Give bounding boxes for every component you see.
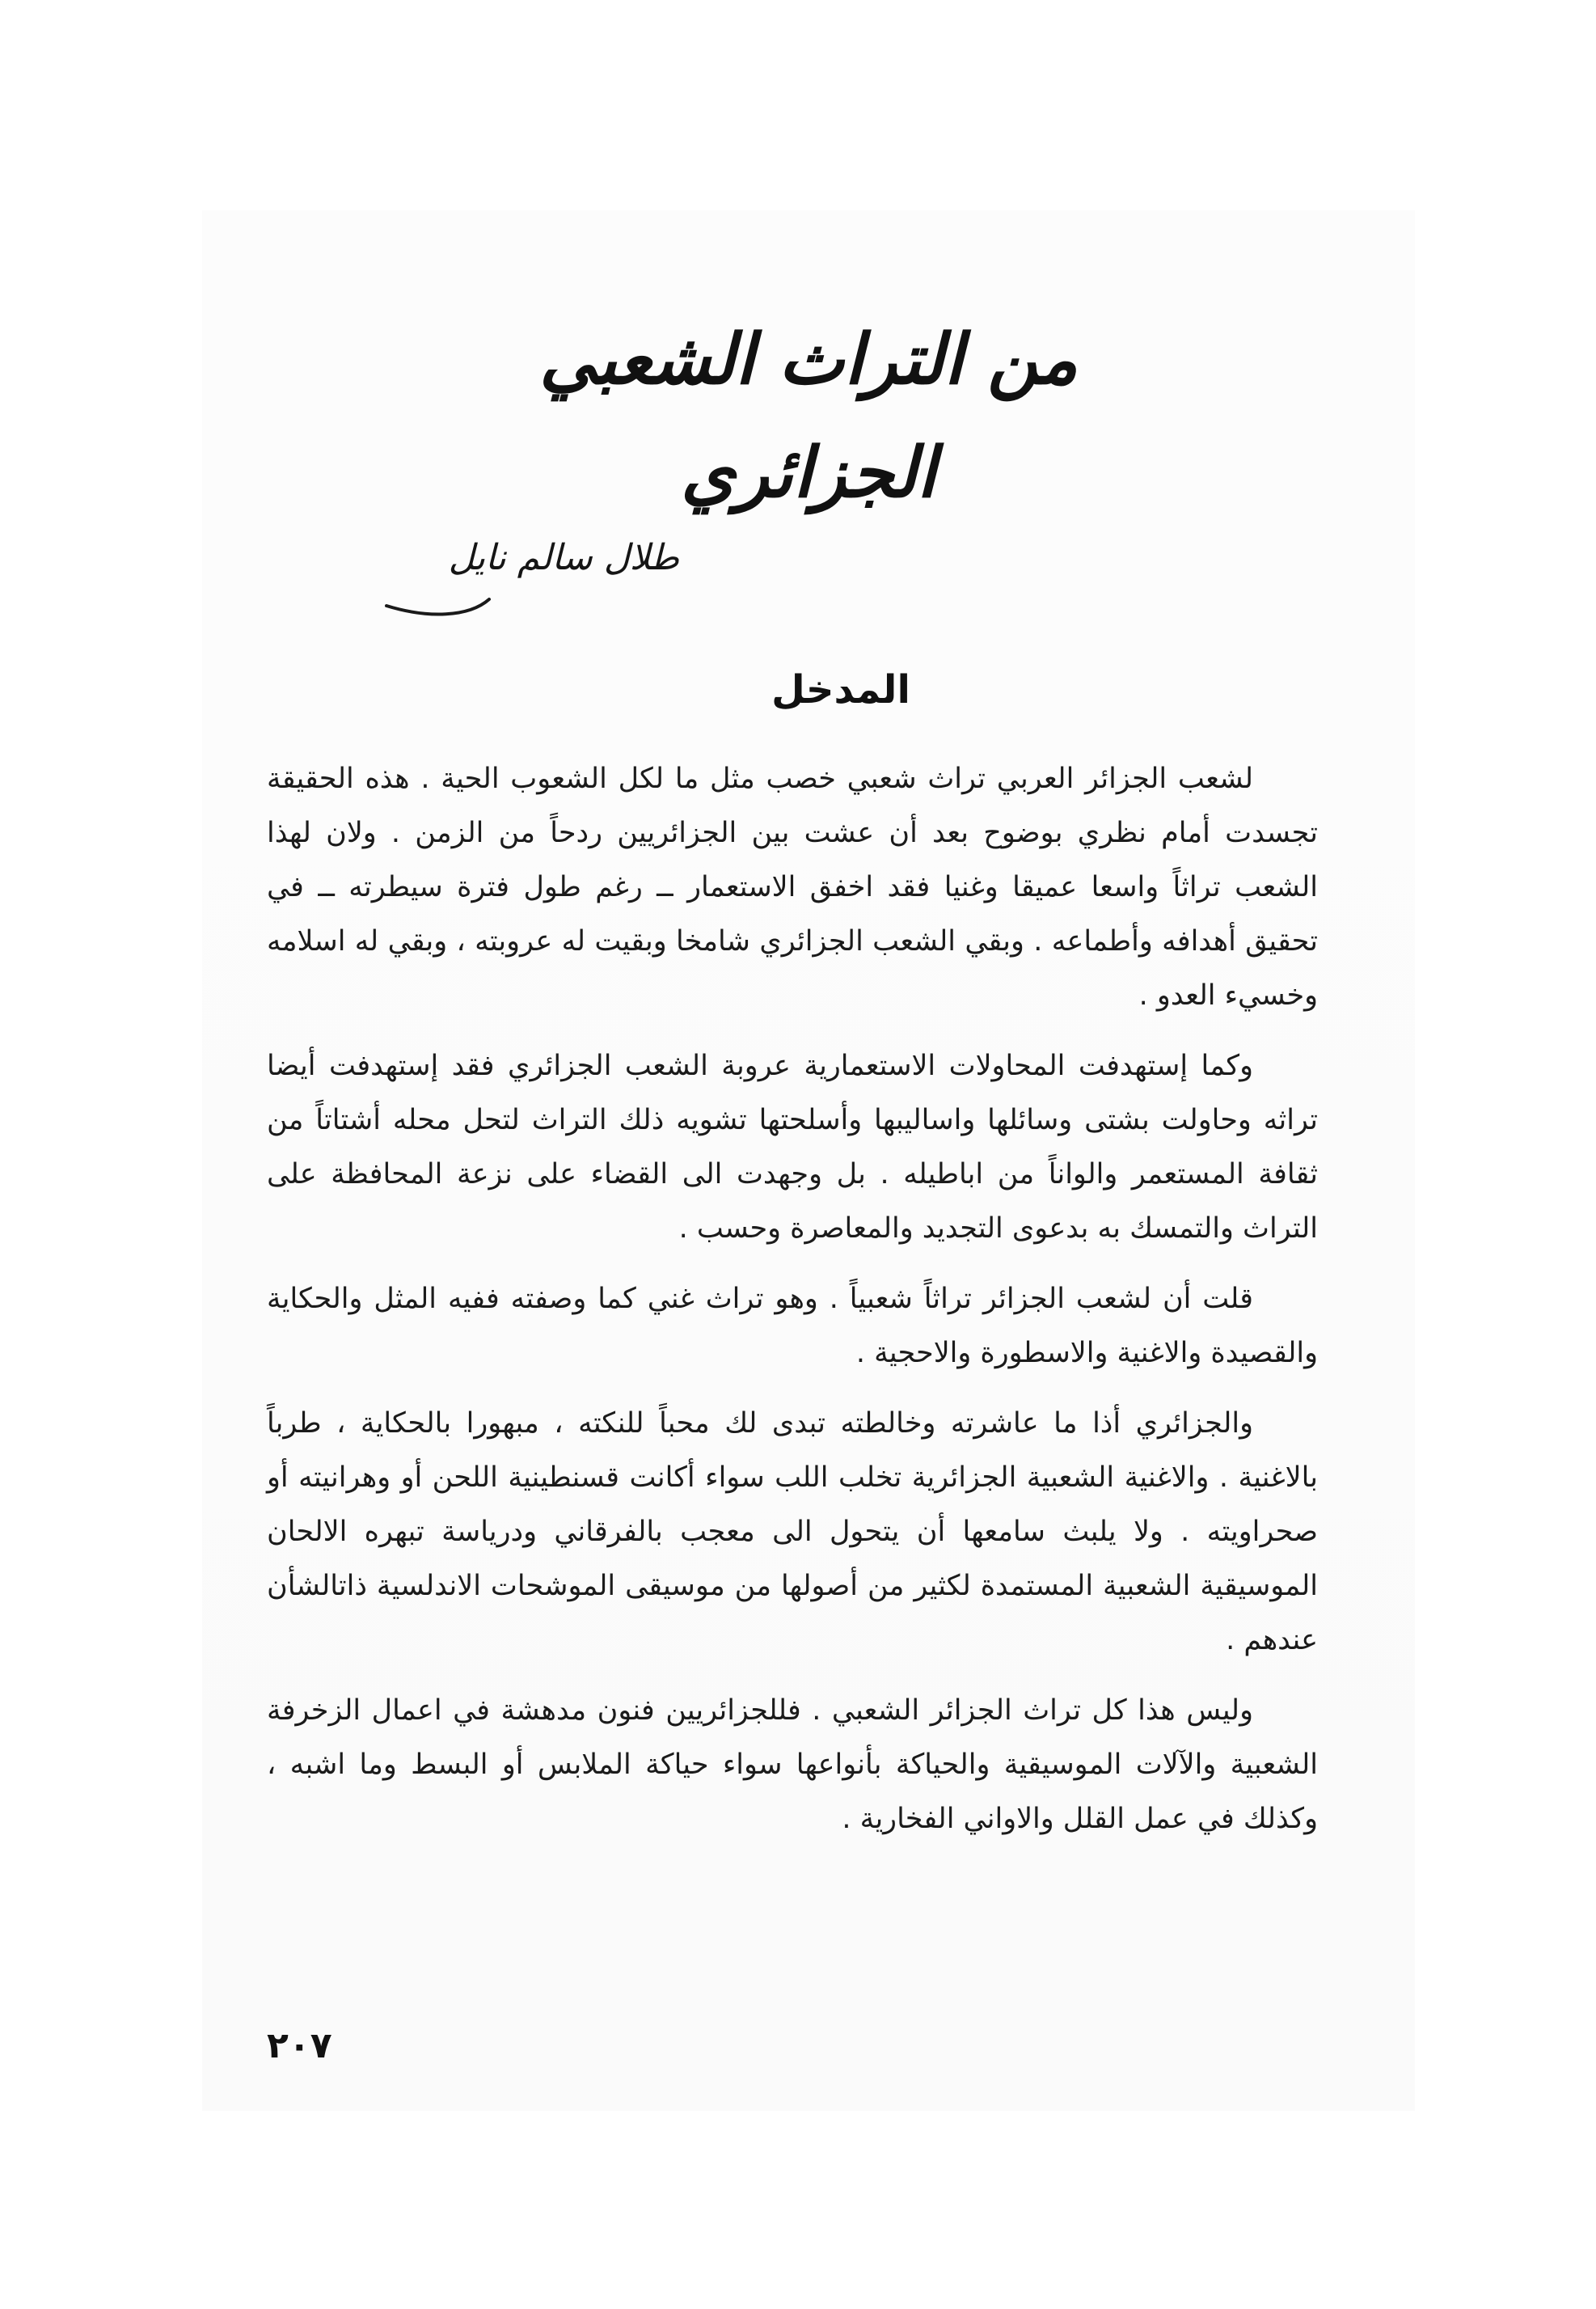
page-number: ٢٠٧ [267,2025,332,2066]
paragraph-5: وليس هذا كل تراث الجزائر الشعبي . فللجزائريين فنون مدهشة في اعمال الزخرفة الشعبية والآلات الموسيقية والحياكة بأنواعها سواء حياكة الملابس أو البسط وما اشبه ، وكذلك في عمل القلل والاواني الفخارية . [267,1694,1318,1835]
paragraph-3: قلت أن لشعب الجزائر تراثاً شعبياً . وهو تراث غني كما وصفته ففيه المثل والحكاية والقصيدة والاغنية والاسطورة والاحجية . [267,1283,1318,1369]
section-heading: المدخل [771,667,910,713]
author-signature: طلال سالم نايل [448,537,679,578]
article-body [267,752,1318,1863]
signature-swash-icon [380,594,493,619]
paragraph-2: وكما إستهدفت المحاولات الاستعمارية عروبة الشعب الجزائري فقد إستهدفت أيضا تراثه وحاولت بشتى وسائلها واساليبها وأسلحتها تشويه ذلك التراث لتحل محله أشتاتاً من ثقافة المستعمر والواناً من اباطيله . بل وجهدت الى القضاء على نزعة المحافظة على التراث والتمسك به بدعوى التجديد والمعاصرة وحسب . [267,1050,1318,1245]
paragraph-4: والجزائري أذا ما عاشرته وخالطته تبدى لك محباً للنكته ، مبهورا بالحكاية ، طرباً بالاغنية . والاغنية الشعبية الجزائرية تخلب اللب سواء أكانت قسنطينية اللحن أو وهرانيته أو صحراويته . ولا يلبث سامعها أن يتحول الى معجب بالفرقاني ودرياسة تبهره الالحان الموسيقية الشعبية المستمدة لكثير من أصولها من موسيقى الموشحات الاندلسية ذاتالشأن عندهم . [267,1407,1318,1656]
article-title: من التراث الشعبي الجزائري [539,319,1078,514]
paragraph-1: لشعب الجزائر العربي تراث شعبي خصب مثل ما لكل الشعوب الحية . هذه الحقيقة تجسدت أمام نظري بوضوح بعد أن عشت بين الجزائريين ردحاً من الزمن . ولان لهذا الشعب تراثاً واسعا عميقا وغنيا فقد اخفق الاستعمار ــ رغم طول فترة سيطرته ــ في تحقيق أهدافه وأطماعه . وبقي الشعب الجزائري شامخا وبقيت له عروبته ، وبقي له اسلامه وخسيء العدو . [267,763,1318,1012]
